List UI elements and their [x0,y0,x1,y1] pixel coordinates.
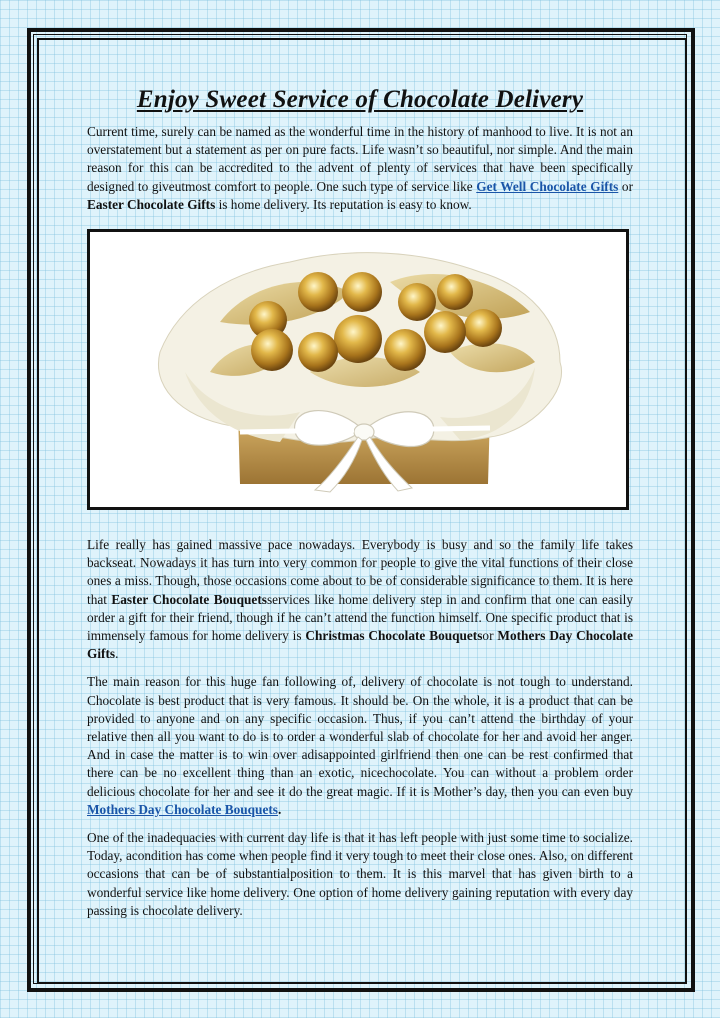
get-well-chocolate-gifts-link[interactable]: Get Well Chocolate Gifts [476,178,619,194]
paragraph-pace-text-4: . [115,646,119,662]
paragraph-reason-text: The main reason for this huge fan following of, delivery of chocolate is not tough to understand. Chocolate is best product that is very famous. It should be. On the whole, it is a product that can be provided to anyone and on any specific occasion. Thus, if you can’t attend the birthday of your relative then all you want to do is to order a wonderful slab of chocolate for her and avoid her anger. And in case the matter is to win over adisappointed girlfriend then one can be rest confirmed that there can be no excellent thing than an exotic, nicechocolate. You can without a problem order delicious chocolate for her and see it do the great magic. If it is Mother’s day, then you can even buy [87,674,633,799]
paragraph-intro [87,123,633,214]
chocolate-bouquet-icon [90,232,626,507]
paragraph-pace [87,536,633,663]
chocolate-bouquet-photo [87,229,629,510]
christmas-chocolate-bouquets-bold: Christmas Chocolate Bouquets [305,628,483,644]
page-title: Enjoy Sweet Service of Chocolate Delivery [136,86,584,113]
easter-chocolate-bouquets-bold: Easter Chocolate Bouquets [111,591,267,607]
mothers-day-chocolate-gifts-bold: Mothers Day Chocolate Gifts [87,628,634,662]
paragraph-reason [87,673,633,819]
paragraph-inadequacies: One of the inadequacies with current day life is that it has left people with just some time to socialize. Today, acondition has come when people find it very tough to meet their close ones. Also, on different occasions that can be of substantialposition to them. It is this marvel that has given birth to a wonderful service like home delivery. One option of home delivery gaining reputation with every day passing is chocolate delivery. [87,830,633,918]
paragraph-intro-end: is home delivery. Its reputation is easy to know. [215,196,472,212]
paragraph-intro-connector: or [618,178,633,194]
paragraph-intro-text: Current time, surely can be named as the wonderful time in the history of manhood to live. It is not an overstatement but a statement as per on pure facts. Life wasn’t so beautiful, nor simple. And the main reason for this can be accredited to the advent of plenty of services that have been specifically designed to giveutmost comfort to people. One such type of service like [87,124,633,194]
paragraph-pace-text-1: Life really has gained massive pace nowadays. Everybody is busy and so the family life takes backseat. Nowadays it has turn into very common for people to give the vital functions of their close ones a miss. Though, those occasions come about to be of considerable significance to them. It is here that [87,537,633,607]
article [87,86,633,930]
paragraph-pace-text-2: services like home delivery step in and confirm that one can easily order a gift for their friend, though if he can’t attend the function himself. One specific product that is immensely famous for home delivery is [87,591,633,644]
mothers-day-chocolate-bouquets-link[interactable]: Mothers Day Chocolate Bouquets [87,801,278,817]
paragraph-reason-end: . [277,801,282,817]
easter-chocolate-gifts-bold: Easter Chocolate Gifts [87,196,216,212]
paragraph-pace-text-3: or [482,628,498,644]
